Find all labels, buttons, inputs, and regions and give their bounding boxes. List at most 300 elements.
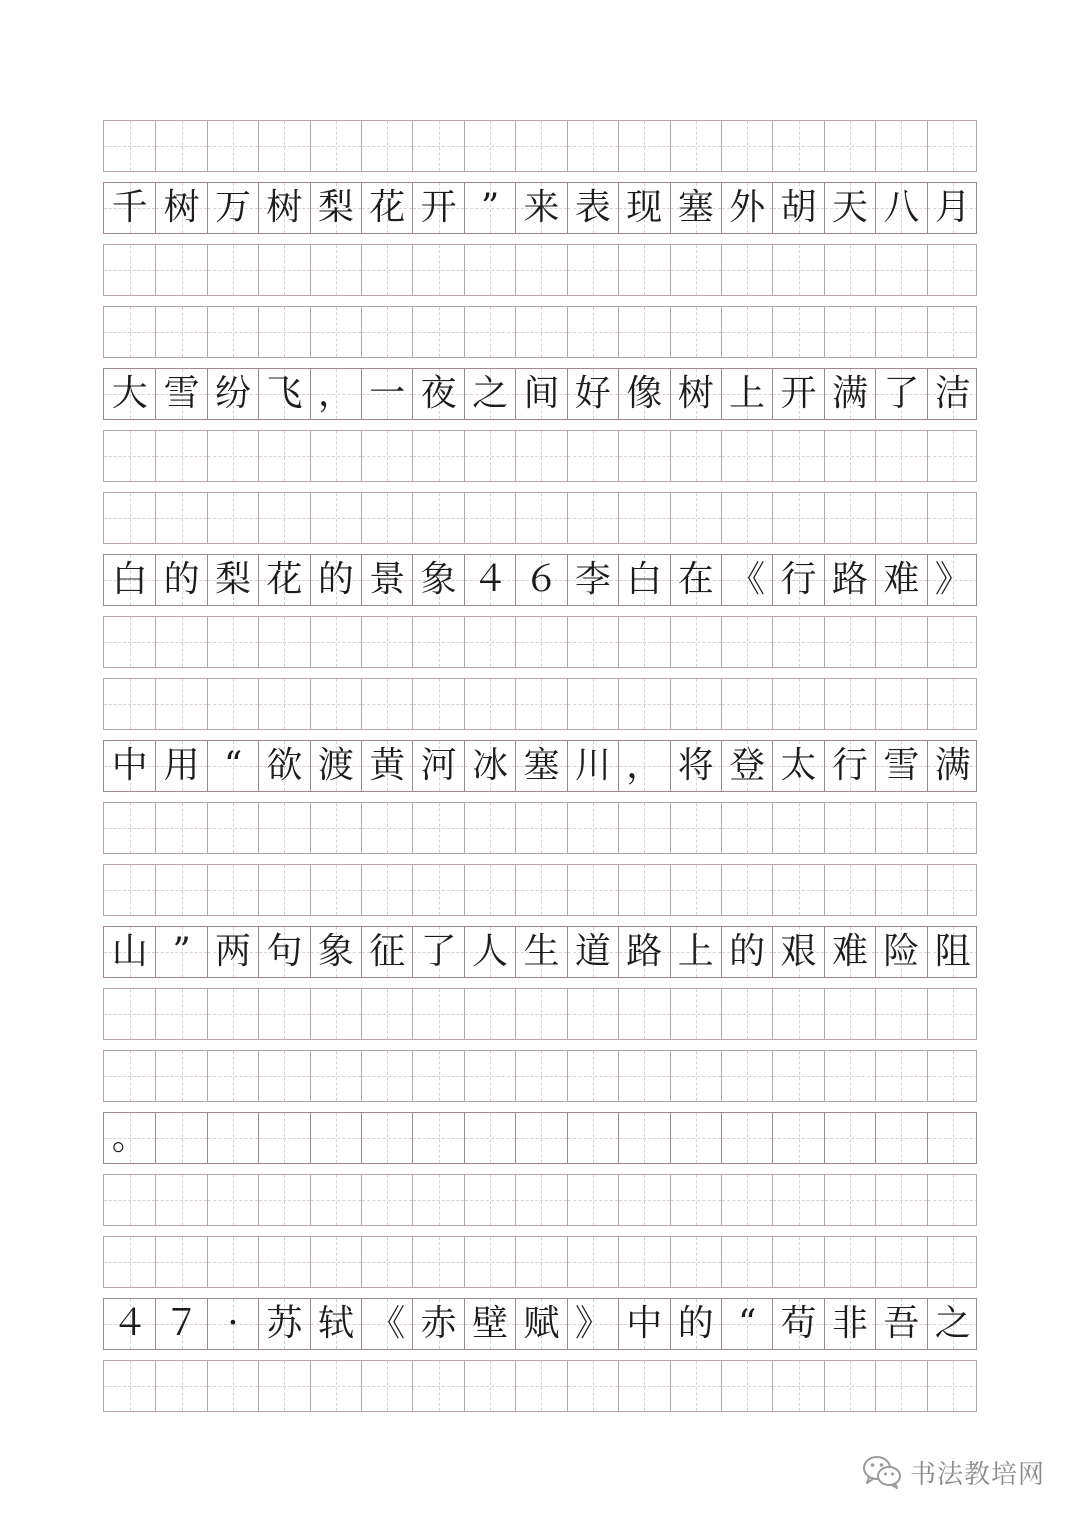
grid-cell <box>618 369 669 419</box>
grid-cell <box>875 927 926 977</box>
grid-cell <box>824 369 875 419</box>
character: 梨 <box>215 559 252 600</box>
grid-cell <box>412 1299 463 1349</box>
grid-cell <box>310 1175 361 1225</box>
blank-practice-row <box>103 616 977 668</box>
grid-cell <box>155 493 206 543</box>
blank-practice-row <box>103 988 977 1040</box>
grid-cell <box>464 927 515 977</box>
character: 间 <box>523 373 560 414</box>
grid-cell <box>875 245 926 295</box>
grid-cell <box>927 1299 977 1349</box>
grid-cell <box>670 803 721 853</box>
grid-cell <box>875 741 926 791</box>
grid-cell <box>258 493 309 543</box>
grid-cell <box>567 1113 618 1163</box>
grid-cell <box>207 617 258 667</box>
grid-cell <box>927 803 977 853</box>
grid-cell <box>361 183 412 233</box>
grid-cell <box>567 245 618 295</box>
character: 塞 <box>677 187 714 228</box>
grid-cell <box>567 1299 618 1349</box>
character: 阻 <box>934 931 971 972</box>
grid-cell <box>155 307 206 357</box>
grid-cell <box>412 245 463 295</box>
grid-cell <box>310 245 361 295</box>
character: 满 <box>934 745 971 786</box>
grid-cell <box>670 741 721 791</box>
character: 非 <box>831 1303 868 1344</box>
blank-practice-row <box>103 678 977 730</box>
grid-cell <box>875 183 926 233</box>
grid-cell <box>824 617 875 667</box>
grid-cell <box>772 989 823 1039</box>
grid-cell <box>772 121 823 171</box>
grid-cell <box>670 431 721 481</box>
grid-cell <box>310 493 361 543</box>
character: ６ <box>523 559 560 600</box>
character: 中 <box>111 745 148 786</box>
grid-cell <box>258 1361 309 1411</box>
grid-cell <box>515 431 566 481</box>
grid-cell <box>824 183 875 233</box>
grid-cell <box>618 121 669 171</box>
character: 太 <box>780 745 817 786</box>
grid-cell <box>772 865 823 915</box>
character: 万 <box>215 187 252 228</box>
character: 》 <box>934 559 971 600</box>
character: 外 <box>729 187 766 228</box>
text-row <box>103 368 977 420</box>
grid-cell <box>927 121 977 171</box>
grid-cell <box>618 1051 669 1101</box>
grid-cell <box>361 1237 412 1287</box>
grid-cell <box>258 121 309 171</box>
character: 景 <box>369 559 406 600</box>
grid-cell <box>772 369 823 419</box>
grid-cell <box>927 1237 977 1287</box>
grid-cell <box>875 1237 926 1287</box>
grid-cell <box>515 989 566 1039</box>
grid-cell <box>207 245 258 295</box>
grid-cell <box>464 617 515 667</box>
grid-cell <box>927 307 977 357</box>
grid-cell <box>824 1113 875 1163</box>
grid-cell <box>772 1237 823 1287</box>
grid-cell <box>927 741 977 791</box>
grid-cell <box>412 307 463 357</box>
grid-cell <box>721 1051 772 1101</box>
grid-cell <box>875 679 926 729</box>
grid-cell <box>464 989 515 1039</box>
grid-cell <box>515 1299 566 1349</box>
grid-cell <box>670 617 721 667</box>
grid-cell <box>155 1299 206 1349</box>
grid-cell <box>412 369 463 419</box>
grid-cell <box>875 1051 926 1101</box>
grid-cell <box>464 183 515 233</box>
grid-cell <box>772 431 823 481</box>
grid-cell <box>875 617 926 667</box>
grid-cell <box>155 865 206 915</box>
grid-cell <box>155 1113 206 1163</box>
grid-cell <box>310 803 361 853</box>
grid-cell <box>207 121 258 171</box>
grid-cell <box>772 245 823 295</box>
grid-cell <box>567 617 618 667</box>
grid-cell <box>567 307 618 357</box>
grid-cell <box>824 679 875 729</box>
character: 飞 <box>266 373 303 414</box>
character: 登 <box>729 745 766 786</box>
grid-cell <box>670 679 721 729</box>
grid-cell <box>104 1175 155 1225</box>
grid-cell <box>361 803 412 853</box>
character: 河 <box>420 745 457 786</box>
grid-cell <box>670 245 721 295</box>
grid-cell <box>670 121 721 171</box>
grid-cell <box>258 431 309 481</box>
grid-cell <box>567 989 618 1039</box>
grid-cell <box>361 865 412 915</box>
grid-cell <box>258 617 309 667</box>
grid-cell <box>361 989 412 1039</box>
grid-cell <box>207 927 258 977</box>
grid-cell <box>207 989 258 1039</box>
blank-practice-row <box>103 1360 977 1412</box>
grid-cell <box>772 1299 823 1349</box>
grid-cell <box>104 493 155 543</box>
blank-practice-row <box>103 244 977 296</box>
character: 在 <box>677 559 714 600</box>
text-row <box>103 740 977 792</box>
grid-cell <box>721 1175 772 1225</box>
grid-cell <box>258 1237 309 1287</box>
grid-cell <box>104 989 155 1039</box>
grid-cell <box>875 989 926 1039</box>
grid-cell <box>207 1361 258 1411</box>
grid-cell <box>670 369 721 419</box>
character: 渡 <box>317 745 354 786</box>
grid-cell <box>104 307 155 357</box>
grid-cell <box>721 1361 772 1411</box>
grid-cell <box>155 431 206 481</box>
grid-cell <box>310 1237 361 1287</box>
blank-practice-row <box>103 864 977 916</box>
text-row <box>103 182 977 234</box>
character: 李 <box>574 559 611 600</box>
grid-cell <box>567 1361 618 1411</box>
grid-cell <box>670 183 721 233</box>
grid-cell <box>824 1361 875 1411</box>
grid-cell <box>361 741 412 791</box>
character: 路 <box>626 931 663 972</box>
grid-cell <box>618 493 669 543</box>
character: 夜 <box>420 373 457 414</box>
grid-cell <box>464 307 515 357</box>
character: 难 <box>831 931 868 972</box>
grid-cell <box>258 989 309 1039</box>
blank-practice-row <box>103 802 977 854</box>
character: 了 <box>420 931 457 972</box>
grid-cell <box>670 307 721 357</box>
character: 句 <box>266 931 303 972</box>
grid-cell <box>207 741 258 791</box>
grid-cell <box>515 1051 566 1101</box>
character: 梨 <box>317 187 354 228</box>
character: 的 <box>729 931 766 972</box>
grid-cell <box>875 1299 926 1349</box>
grid-cell <box>361 1299 412 1349</box>
character: 之 <box>472 373 509 414</box>
grid-cell <box>567 183 618 233</box>
grid-cell <box>670 555 721 605</box>
grid-cell <box>258 1051 309 1101</box>
grid-cell <box>310 121 361 171</box>
character: 苟 <box>780 1303 817 1344</box>
grid-cell <box>567 927 618 977</box>
grid-cell <box>927 369 977 419</box>
grid-cell <box>721 865 772 915</box>
grid-cell <box>618 1113 669 1163</box>
grid-cell <box>412 679 463 729</box>
grid-cell <box>515 121 566 171</box>
character: 》 <box>574 1303 611 1344</box>
grid-cell <box>772 555 823 605</box>
character: “ <box>223 745 243 786</box>
character: 征 <box>369 931 406 972</box>
character: 人 <box>472 931 509 972</box>
grid-cell <box>310 927 361 977</box>
grid-cell <box>412 183 463 233</box>
grid-cell <box>310 617 361 667</box>
grid-cell <box>412 741 463 791</box>
grid-cell <box>207 803 258 853</box>
character: 一 <box>369 373 406 414</box>
grid-cell <box>361 1113 412 1163</box>
grid-cell <box>464 1113 515 1163</box>
grid-cell <box>412 927 463 977</box>
character: 用 <box>163 745 200 786</box>
grid-cell <box>310 369 361 419</box>
character: 赤 <box>420 1303 457 1344</box>
grid-cell <box>104 1237 155 1287</box>
grid-cell <box>875 121 926 171</box>
character: 现 <box>626 187 663 228</box>
grid-cell <box>567 679 618 729</box>
grid-cell <box>155 121 206 171</box>
grid-cell <box>207 493 258 543</box>
character: ” <box>480 187 500 228</box>
grid-cell <box>567 555 618 605</box>
grid-cell <box>875 865 926 915</box>
grid-cell <box>875 431 926 481</box>
grid-cell <box>104 865 155 915</box>
character: 来 <box>523 187 560 228</box>
grid-cell <box>361 1051 412 1101</box>
grid-cell <box>258 1113 309 1163</box>
blank-practice-row <box>103 492 977 544</box>
character: 纷 <box>215 373 252 414</box>
grid-cell <box>361 121 412 171</box>
grid-cell <box>464 1299 515 1349</box>
blank-practice-row <box>103 306 977 358</box>
grid-cell <box>875 555 926 605</box>
character: 艰 <box>780 931 817 972</box>
character: 《 <box>729 559 766 600</box>
grid-cell <box>207 431 258 481</box>
grid-cell <box>104 1361 155 1411</box>
grid-cell <box>361 369 412 419</box>
grid-cell <box>875 1113 926 1163</box>
grid-cell <box>927 1051 977 1101</box>
grid-cell <box>721 989 772 1039</box>
grid-cell <box>258 865 309 915</box>
grid-cell <box>721 1237 772 1287</box>
grid-cell <box>207 1051 258 1101</box>
grid-cell <box>772 1113 823 1163</box>
grid-cell <box>670 865 721 915</box>
grid-cell <box>412 803 463 853</box>
character: 洁 <box>934 373 971 414</box>
character: 树 <box>163 187 200 228</box>
grid-cell <box>721 431 772 481</box>
grid-cell <box>258 183 309 233</box>
grid-cell <box>567 1237 618 1287</box>
grid-cell <box>155 617 206 667</box>
character: 赋 <box>523 1303 560 1344</box>
grid-cell <box>361 617 412 667</box>
grid-cell <box>824 741 875 791</box>
grid-cell <box>155 927 206 977</box>
grid-cell <box>258 1299 309 1349</box>
character: 难 <box>883 559 920 600</box>
character: 。 <box>111 1117 148 1158</box>
grid-cell <box>618 803 669 853</box>
grid-cell <box>515 183 566 233</box>
grid-cell <box>721 369 772 419</box>
grid-cell <box>618 1299 669 1349</box>
grid-cell <box>927 989 977 1039</box>
grid-cell <box>670 989 721 1039</box>
grid-cell <box>104 741 155 791</box>
text-row <box>103 926 977 978</box>
grid-cell <box>515 369 566 419</box>
character: 满 <box>831 373 868 414</box>
grid-cell <box>104 1299 155 1349</box>
grid-cell <box>412 1175 463 1225</box>
character: 树 <box>266 187 303 228</box>
character: 雪 <box>163 373 200 414</box>
grid-cell <box>361 1361 412 1411</box>
grid-cell <box>567 121 618 171</box>
grid-cell <box>310 865 361 915</box>
character: 八 <box>883 187 920 228</box>
grid-cell <box>361 245 412 295</box>
character: 路 <box>831 559 868 600</box>
grid-cell <box>361 307 412 357</box>
character: ７ <box>163 1303 200 1344</box>
grid-cell <box>310 1113 361 1163</box>
grid-cell <box>464 1051 515 1101</box>
grid-cell <box>721 927 772 977</box>
character: 上 <box>677 931 714 972</box>
grid-cell <box>361 679 412 729</box>
grid-cell <box>155 1237 206 1287</box>
grid-cell <box>927 431 977 481</box>
blank-practice-row <box>103 1236 977 1288</box>
character: ４ <box>111 1303 148 1344</box>
grid-cell <box>927 679 977 729</box>
grid-cell <box>361 431 412 481</box>
wechat-icon <box>862 1454 902 1490</box>
grid-cell <box>310 989 361 1039</box>
grid-cell <box>361 555 412 605</box>
grid-cell <box>567 493 618 543</box>
grid-cell <box>618 1175 669 1225</box>
character: 中 <box>626 1303 663 1344</box>
grid-cell <box>670 1113 721 1163</box>
grid-cell <box>155 989 206 1039</box>
grid-cell <box>104 183 155 233</box>
grid-cell <box>721 493 772 543</box>
grid-cell <box>824 865 875 915</box>
grid-cell <box>618 1361 669 1411</box>
grid-cell <box>207 679 258 729</box>
grid-cell <box>927 1361 977 1411</box>
grid-cell <box>515 555 566 605</box>
character: 苏 <box>266 1303 303 1344</box>
grid-cell <box>875 1361 926 1411</box>
character: 了 <box>883 373 920 414</box>
grid-cell <box>824 431 875 481</box>
grid-cell <box>464 1237 515 1287</box>
grid-cell <box>412 1113 463 1163</box>
grid-cell <box>155 369 206 419</box>
grid-cell <box>464 1175 515 1225</box>
grid-cell <box>875 493 926 543</box>
character: ， <box>626 745 663 786</box>
grid-cell <box>772 1051 823 1101</box>
character: 行 <box>831 745 868 786</box>
grid-cell <box>618 245 669 295</box>
grid-cell <box>927 183 977 233</box>
grid-cell <box>515 927 566 977</box>
grid-cell <box>927 865 977 915</box>
grid-cell <box>155 1175 206 1225</box>
grid-cell <box>104 1051 155 1101</box>
grid-cell <box>875 803 926 853</box>
blank-practice-row <box>103 1050 977 1102</box>
grid-cell <box>670 1175 721 1225</box>
grid-cell <box>464 803 515 853</box>
grid-cell <box>670 1361 721 1411</box>
grid-cell <box>772 1361 823 1411</box>
grid-cell <box>515 741 566 791</box>
grid-cell <box>618 679 669 729</box>
character: 花 <box>369 187 406 228</box>
character: 的 <box>163 559 200 600</box>
text-row <box>103 1112 977 1164</box>
character: 树 <box>677 373 714 414</box>
character: · <box>227 1303 239 1344</box>
grid-cell <box>104 245 155 295</box>
grid-cell <box>515 865 566 915</box>
grid-cell <box>721 741 772 791</box>
grid-cell <box>155 1051 206 1101</box>
grid-cell <box>412 865 463 915</box>
grid-cell <box>412 1237 463 1287</box>
